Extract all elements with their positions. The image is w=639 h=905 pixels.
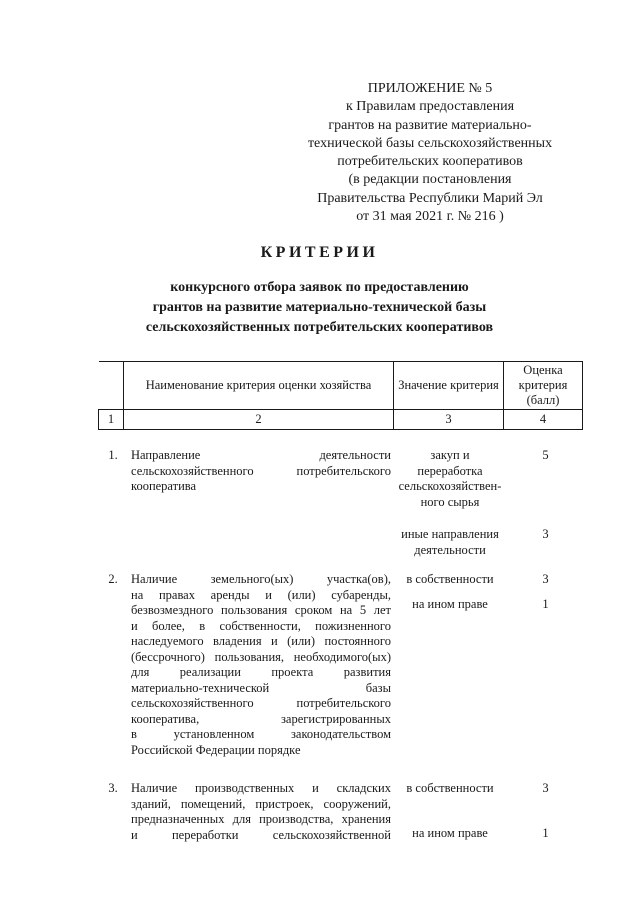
criterion-line: Наличие земельного(ых) участка(ов),: [131, 572, 391, 586]
header-name-cell: Наименование критерия оценки хозяйства: [124, 362, 394, 410]
criteria-rows: [98, 448, 582, 857]
row-number: 3.: [108, 781, 118, 795]
criterion-line: сельскохозяйственного потребительского: [131, 696, 391, 710]
criterion-value: на ином праве: [412, 596, 488, 611]
value-score-pair: [391, 572, 582, 588]
criterion-line: Направление деятельности: [131, 448, 391, 462]
criteria-row: [98, 572, 582, 758]
value-score-pair: [391, 527, 582, 558]
value-line: закуп и: [430, 448, 470, 462]
value-line: переработка: [417, 463, 483, 478]
annex-line: Правительства Республики Марий Эл: [317, 190, 543, 206]
header-value-cell: Значение критерия: [394, 362, 504, 410]
criterion-score: 1: [542, 825, 549, 840]
column-number: 4: [504, 410, 583, 430]
criterion-line: безвозмездного пользования сроком на 5 лет: [131, 603, 391, 617]
criterion-score: 3: [542, 572, 549, 586]
value-score-pair: [391, 781, 582, 797]
value-score-pair: [391, 826, 582, 842]
annex-line: потребительских кооперативов: [337, 154, 523, 170]
header-score-cell: [504, 362, 583, 410]
column-number: 3: [394, 410, 504, 430]
annex-line: (в редакции постановления: [348, 172, 512, 188]
header-score-line: (балл): [526, 393, 560, 407]
value-line: иные направления: [401, 527, 499, 541]
annex-line: ПРИЛОЖЕНИЕ № 5: [367, 81, 493, 96]
annex-line: к Правилам предоставления: [345, 99, 515, 115]
annex-line: грантов на развитие материально-: [328, 117, 532, 133]
criteria-table-header: [98, 361, 583, 430]
criterion-line: наследуемого владения и (или) постоянного: [131, 634, 391, 648]
criterion-score: 3: [542, 527, 549, 541]
value-line: сельскохозяйствен-: [398, 479, 502, 493]
subtitle-line: конкурсного отбора заявок по предоставлению: [170, 280, 469, 295]
criterion-line: и более, в собственности, пожизненного: [131, 618, 391, 633]
criterion-line: для реализации проекта развития: [131, 665, 391, 679]
criterion-values: [391, 572, 582, 758]
criterion-name: [128, 448, 391, 558]
criterion-score: 5: [542, 448, 549, 462]
column-number: 1: [99, 410, 124, 430]
criterion-value: [391, 448, 509, 510]
annex-line: от 31 мая 2021 г. № 216 ): [356, 209, 504, 225]
criteria-row: [98, 781, 582, 843]
criterion-value: в собственности: [406, 781, 494, 795]
document-subtitle: [0, 278, 639, 338]
criterion-score: 1: [542, 596, 549, 611]
criterion-line: зданий, помещений, пристроек, сооружений,: [131, 796, 391, 811]
criterion-line: кооператива, зарегистрированных: [131, 711, 391, 726]
header-score-line: Оценка: [523, 363, 563, 377]
criterion-values: [391, 781, 582, 843]
criterion-line: сельскохозяйственного потребительского: [131, 463, 391, 478]
criterion-line: материально-технической базы: [131, 680, 391, 695]
criterion-line: Наличие производственных и складских: [131, 781, 391, 795]
subtitle-line: сельскохозяйственных потребительских кооперативов: [145, 320, 494, 335]
criterion-line: кооператива: [131, 479, 197, 493]
criterion-name: [128, 572, 391, 758]
criterion-value: на ином праве: [412, 825, 488, 840]
criterion-name: [128, 781, 391, 843]
header-score-line: критерия: [518, 378, 568, 392]
column-number: 2: [124, 410, 394, 430]
criterion-values: [391, 448, 582, 558]
header-num-cell: [99, 362, 124, 410]
criterion-line: предназначенных для производства, хранения: [131, 812, 391, 826]
criterion-line: в установленном законодательством: [131, 727, 391, 741]
criterion-line: и переработки сельскохозяйственной: [131, 827, 391, 842]
criterion-line: Российской Федерации порядке: [131, 742, 301, 757]
criterion-line: (бессрочного) пользования, необходимого(ых): [131, 649, 391, 664]
criterion-value: [391, 527, 509, 558]
criteria-row: [98, 448, 582, 558]
criterion-line: на правах аренды и (или) субаренды,: [131, 587, 391, 602]
value-score-pair: [391, 597, 582, 613]
annex-header: [300, 80, 560, 226]
value-line: деятельности: [414, 542, 486, 557]
subtitle-line: грантов на развитие материально-технической базы: [152, 300, 487, 315]
value-line: ного сырья: [420, 494, 480, 509]
criterion-score: 3: [542, 781, 549, 795]
row-number: 1.: [108, 448, 118, 462]
row-number: 2.: [108, 572, 118, 586]
value-score-pair: [391, 448, 582, 510]
annex-line: технической базы сельскохозяйственных: [307, 135, 553, 151]
criterion-value: в собственности: [406, 572, 494, 586]
document-title: КРИТЕРИИ: [260, 244, 379, 261]
